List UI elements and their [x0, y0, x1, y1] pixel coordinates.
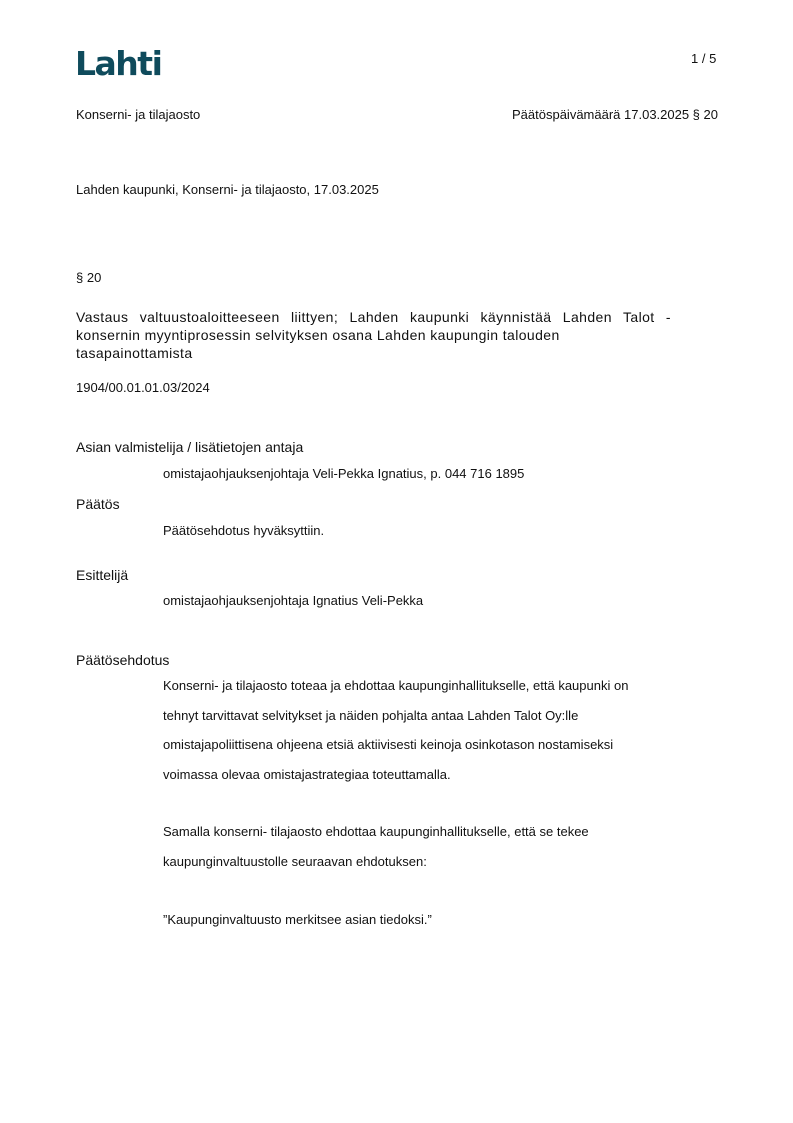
- paragraph-line: Samalla konserni- tilajaosto ehdottaa kaupunginhallitukselle, että se tekee: [163, 824, 589, 839]
- proposal-paragraph-1: [163, 671, 628, 789]
- decision-heading: Päätös: [76, 496, 120, 512]
- title-line: Vastaus valtuustoaloitteeseen liittyen; Lahden kaupunki käynnistää Lahden Talot -: [76, 309, 671, 325]
- section-number: § 20: [76, 270, 102, 285]
- preparer-heading: Asian valmistelija / lisätietojen antaja: [76, 439, 304, 455]
- lahti-logo: Lahti: [75, 44, 162, 83]
- proposal-paragraph-2: [163, 817, 589, 876]
- proposal-heading: Päätösehdotus: [76, 652, 170, 668]
- document-title: [76, 308, 671, 362]
- presenter-heading: Esittelijä: [76, 567, 129, 583]
- paragraph-line: Konserni- ja tilajaosto toteaa ja ehdottaa kaupunginhallitukselle, että kaupunki on: [163, 678, 629, 693]
- decision-text: Päätösehdotus hyväksyttiin.: [163, 523, 325, 538]
- department-name: Konserni- ja tilajaosto: [76, 107, 201, 122]
- presenter-text: omistajaohjauksenjohtaja Ignatius Veli-Pekka: [163, 593, 424, 608]
- paragraph-line: tehnyt tarvittavat selvitykset ja näiden pohjalta antaa Lahden Talot Oy:lle: [163, 707, 579, 723]
- title-line: konsernin myyntiprosessin selvityksen osana Lahden kaupungin talouden: [76, 327, 560, 343]
- paragraph-line: omistajapoliittisena ohjeena etsiä aktiivisesti keinoja osinkotason nostamiseksi: [163, 737, 614, 752]
- paragraph-line: voimassa olevaa omistajastrategiaa toteuttamalla.: [163, 766, 451, 782]
- record-id: 1904/00.01.01.03/2024: [76, 380, 210, 395]
- preparer-text: omistajaohjauksenjohtaja Veli-Pekka Ignatius, p. 044 716 1895: [163, 466, 525, 481]
- title-line: tasapainottamista: [76, 345, 193, 361]
- paragraph-line: kaupunginvaltuustolle seuraavan ehdotuksen:: [163, 853, 427, 869]
- page-number: 1 / 5: [691, 51, 717, 66]
- decision-date: Päätöspäivämäärä 17.03.2025 § 20: [512, 107, 718, 122]
- meeting-line: Lahden kaupunki, Konserni- ja tilajaosto, 17.03.2025: [76, 182, 379, 197]
- proposal-quote: ”Kaupunginvaltuusto merkitsee asian tiedoksi.”: [163, 912, 432, 927]
